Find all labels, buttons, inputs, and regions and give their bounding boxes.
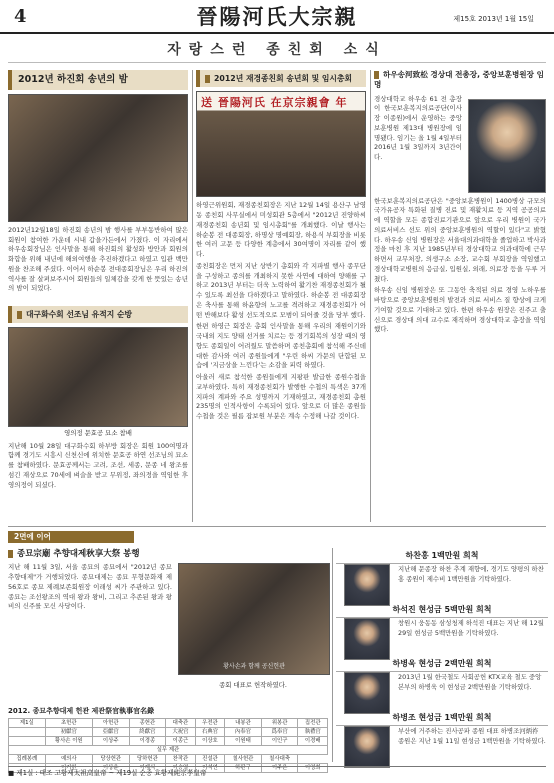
article-title: 2012년 하진회 송년의 밤 (8, 70, 188, 90)
column-divider (332, 548, 333, 762)
donation-item (336, 712, 548, 768)
newspaper-title: 晉陽河氏大宗親 (196, 4, 358, 29)
section-divider (8, 526, 546, 527)
article-title: 대구화수회 선조님 유적지 순방 (8, 306, 188, 323)
table-cell: 아헌관 (92, 719, 129, 728)
portrait-photo (468, 99, 546, 193)
table-cell: 이승열 (166, 764, 195, 773)
table-cell: 칠사대축 (261, 755, 298, 764)
table-cell: 당상헌관 (92, 755, 129, 764)
donation-body: 부산에 거주하는 진사공파 종원 대표 하병조河炳祚 종원은 지난 1월 11일 현성금 1백만원을 기탁하였다. (398, 727, 546, 745)
section-title: 자랑스런 종친회 소식 (8, 40, 546, 63)
table-cell: 이영희 (298, 764, 328, 773)
table-row (9, 728, 328, 737)
table-cell: 右典官 (195, 728, 224, 737)
table-row (9, 737, 328, 746)
table-cell: 이상주 (92, 737, 129, 746)
table-cell: 예의사 (45, 755, 92, 764)
table-cell: 이인구 (261, 737, 298, 746)
table-cell: 이주은 (261, 764, 298, 773)
table-title: 2012. 종묘추향대제 헌관 제관祭官執事官名錄 (8, 707, 155, 716)
table-cell: 제1실 (9, 719, 46, 728)
square-bullet-icon (374, 71, 379, 79)
table-cell: 이기한 (45, 764, 92, 773)
table-cell: 終獻官 (129, 728, 166, 737)
table-cell: 亞獻官 (92, 728, 129, 737)
table-cell: 찬작관 (166, 755, 195, 764)
table-cell: 칠사헌관 (225, 755, 262, 764)
table-cell: 大祝官 (166, 728, 195, 737)
article-body: 지난해 10월 28일 대구화수회 하부방 회장은 회원 100여명과 함께 경기도 시흥시 신천신에 위치한 문효공 하연 선조님의 묘소를 참배하였다. 문효공께서는 고려, 조선, 세종, 문종 네 왕조를 섬긴 재상으로 70세에 벼슬을 받고 무위정, 좌의정을 역임한 후 영의정이 되셨다. (8, 441, 188, 489)
table-row (9, 755, 328, 764)
donation-item (336, 658, 548, 714)
square-bullet-icon (17, 311, 22, 319)
tomb-visit-photo (8, 327, 188, 427)
table-cell: 初獻官 (45, 728, 92, 737)
table-cell: 하판구 (225, 764, 262, 773)
article-body: 지난 해 11월 3일, 서울 종묘의 종묘에서 "2012년 종묘 추향대제"가 거행되었다. 종묘대제는 종묘 무형문화재 제56호로 종묘 제례보존회원장 이래성 씨가 주관하고 있다. 종묘는 조선왕조의 역대 왕과 왕비, 그리고 추존된 왕과 왕비의 신주를 모신 사당이다. (8, 563, 172, 611)
continued-banner: 2면에 이어 (8, 531, 134, 543)
yearend-party-photo (8, 94, 188, 222)
table-cell: 종헌관 (129, 719, 166, 728)
article-title: 2012년 재경종친회 송년회 및 임시총회 (196, 70, 366, 87)
article-jaegyeong-meeting (196, 70, 366, 537)
article-body: 한국보훈복지의료공단은 "중앙보훈병원이 1400병상 규모의 국가유공자 특화된 질병 진료 및 재활치료 등 지역 공공의료에 역할을 모든 종합진료기관으로 앞으로 우리 병원이 국가 의료서비스 선도 위의 중앙보훈병원의 역할이 있다"고 밝혔다. 하우송 신임 병원장은 서울대의과대학을 졸업하고 박사과정을 마친 후 지난 1985년부터 경상대학교 의과대학에 근무하면서 교무처장, 의생구소 소장, 교수회 부회장을 역임했고 경상대학교병원의 응급실, 입원실, 외래, 의료장 등을 두루 거쳤다. 하우송 신임 병원장은 또 그동안 축적된 의료 경영 노하우를 바탕으로 중앙보훈병원의 발전과 의료 서비스 질 향상에 크게 기여할 것으로 기대하고 있다. 한편 하우송 원장은 진주고 출신으로 경상대 의대 교수로 재직하며 경상대학교 총장을 역임했다. (374, 196, 546, 334)
table-cell: 황사손 이원 (45, 737, 92, 746)
table-cell: 이재식 (129, 764, 166, 773)
table-cell: 위봉관 (261, 719, 298, 728)
table-cell: 우전관 (195, 719, 224, 728)
article-hajin-yearend (8, 70, 188, 326)
table-cell: 執禮官 (298, 728, 328, 737)
table-cell: 집례봉례 (9, 755, 46, 764)
donor-portrait (344, 672, 390, 714)
donor-portrait (344, 618, 390, 660)
table-cell: 집전관 (298, 719, 328, 728)
article-body: 하영근위원회, 재경종친회장은 지난 12월 14일 용산구 남영동 종친회 사무실에서 미성회관 5층에서 "2012년 진양하씨 재경종친회 송년회 및 임시총회"를 개최했다. 이날 행사는 하순봉 전 대종회장, 하명상 명예회장, 하용식 부회장을 비롯한 여러 고문 등 다양한 계층에서 30여명이 자리를 같이 했다. 종친회장은 먼저 지난 상반기 총회와 각 지파별 행사 종무단을 구성하고 종의를 개최하지 못한 사연에 대하여 양해를 구하고 2013년 부터는 더욱 노력하여 활기찬 재경종친회가 될 수 있도록 최선을 다하겠다고 말하였다. 하순봉 전 대종회장은 축사를 통해 하윤향의 노고를 격려하고 재경종친회가 어떤 반해보다 활성 선도적으로 모범이 되어줄 것을 당부 했다. 한편 하영근 회장은 총회 인사말을 통해 우리의 재원이기와 국내외 지도 양태 선거를 치르는 등 경기회복의 성장 때의 영향도 종회일이 어려웠도 말씀하며 종친총회에 참석해 주신데 대한 감사와 여러 종원들에게 "우린 하씨 가문의 단합된 모습에 '지금상을 느낀다'는 소감을 피력 하였다. 아울러 새로 참석한 종원들에게 지팡판 발급한 종원수첩을 교부하였다. 특히 재경종친회가 발행한 수첩의 특색은 37개 지파의 계파와 주요 성명까지 기재하였고, 재경종친회 총원 235명의 인적사항이 수록되어 있다. 앞으로 더 많은 종원들 수첩을 것은 필름 잡보원 부분은 계속 수정해 나갈 것이다. (196, 201, 366, 421)
issue-info: 제15호 2013년 1월 15일 (453, 15, 534, 23)
masthead (0, 0, 554, 34)
table-row (9, 719, 328, 728)
table-cell: 爲奉官 (261, 728, 298, 737)
table-cell: 초헌관 (45, 719, 92, 728)
square-bullet-icon (8, 550, 13, 558)
donation-title: 하병조 현성금 1백만원 희척 (336, 712, 548, 726)
meeting-photo (196, 91, 366, 197)
table-cell: 이상호 (195, 737, 224, 746)
square-bullet-icon (205, 75, 210, 83)
donation-item (336, 550, 548, 606)
photo-caption: 영의정 문효공 묘소 참배 (64, 429, 132, 438)
table-cell: 이경종 (129, 737, 166, 746)
table-cell: 대축관 (166, 719, 195, 728)
article-intro: 경상대학교 하우송 61 전 총장이 한국보훈복지의료공단(이사장 이종원)에서 운영하는 중앙보훈병원 제13대 병원장에 임명됐다. 임기는 올 1월 4일부터 2016년 1월 3일까지 3년간이다. (374, 94, 462, 161)
article-daegu-visit (8, 306, 188, 540)
article-body: 2012년12월18일 하진회 송년의 밤 행사를 부부동반하여 많은 회원이 참여한 가운데 시내 갑을가든에서 가졌다. 이 자리에서 하우송회장님은 인사말을 통해 하진회의 활성화 방안과 회원의 화합을 위해 내년에 해외여행을 추진하겠다고 하였고 입관 백만원을 찬조해 주셨다. 이어서 하순봉 전대종회장님은 우리 하진의 역사를 잘 살펴보주시어 회원들의 일체감을 갖게 한 뜻있는 송년의 밤이 되었다. (8, 225, 188, 293)
donation-title: 하석진 현성금 5백만원 희척 (336, 604, 548, 618)
donor-portrait (344, 726, 390, 768)
table-cell: 이원태 (225, 737, 262, 746)
table-cell: 이종근 (166, 737, 195, 746)
article-hawoosong (374, 70, 546, 529)
table-row (9, 746, 328, 755)
donation-title: 하병욱 현성금 2백만원 희척 (336, 658, 548, 672)
donation-body: 창원시 웅동동 삼성청제 하석진 대표는 지난 해 12월 29일 현성금 5백만원을 기탁하였다. (398, 619, 544, 637)
table-cell: 이석연 (195, 764, 224, 773)
table-cell: 당하헌관 (129, 755, 166, 764)
footer-note: ■ 제1실 : 태조 고황제太祖高皇帝 ~ 제19실 순종 효황제純宗孝皇帝 (8, 766, 546, 779)
table-cell: 진설관 (195, 755, 224, 764)
donation-item (336, 604, 548, 660)
photo-banner: 送 晉陽河氏 在京宗親會 年 (201, 96, 348, 110)
table-cell: 內奉官 (225, 728, 262, 737)
page-number: 4 (14, 6, 27, 27)
table-cell: 이경배 (298, 737, 328, 746)
donation-body: 지난해 문종장 하찬 추계 재향에, 경기도 양평의 하찬홍 종원이 제수비 1백만원을 기탁하였다. (398, 565, 544, 583)
table-cell: 내봉관 (225, 719, 262, 728)
table-cell: 실무 제관 (9, 746, 328, 755)
article-title: 하우송河致松 경상대 전총장, 중앙보훈병원장 임명 (374, 70, 544, 90)
donation-title: 하찬홍 1백만원 희척 (336, 550, 548, 564)
donation-body: 2013년 1월 한국철도 사회공헌 KTX교육 철도 중앙본부의 하병욱 이 현성금 2백만원을 기탁하였다. (398, 673, 542, 691)
photo-caption: 종회 대표로 헌작하였다. (219, 681, 287, 690)
table-cell: 이상운 (92, 764, 129, 773)
table-cell (9, 737, 46, 746)
donor-portrait (344, 564, 390, 606)
article-title: 종묘宗廟 추향대제秋享大祭 봉행 (8, 548, 328, 560)
column-divider (370, 70, 371, 522)
table-cell (9, 728, 46, 737)
column-divider (192, 70, 193, 522)
ritual-photo: 황사손과 함께 공신헌관 (178, 563, 330, 675)
article-jongmyo (8, 548, 328, 773)
